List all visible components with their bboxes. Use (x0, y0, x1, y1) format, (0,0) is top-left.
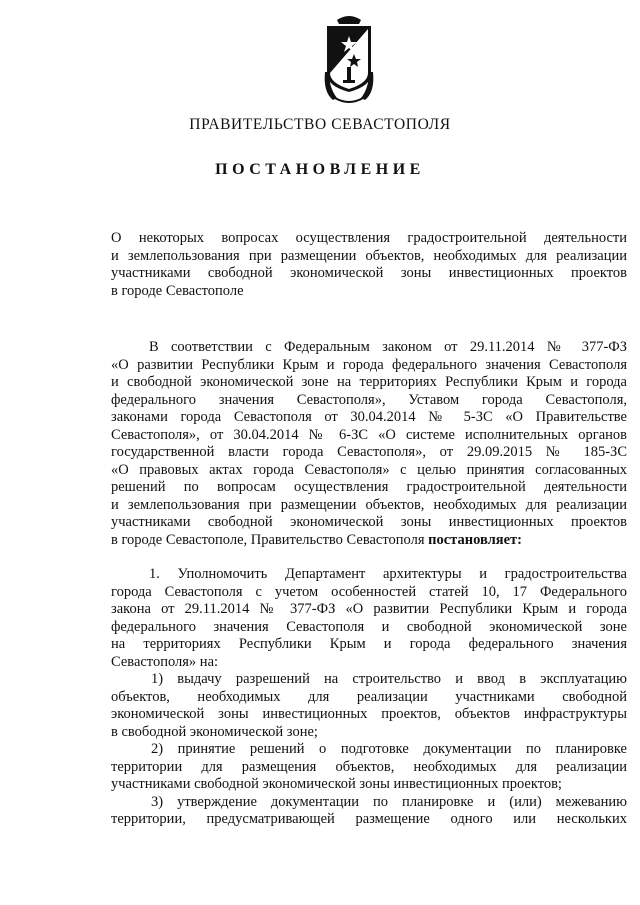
coat-of-arms-icon (323, 12, 375, 106)
clause-line: города Севастополя с учетом особенностей статей 10, 17 Федерального (111, 583, 627, 600)
preamble-line: участниками свободной экономической зоны инвестиционных проектов (111, 514, 627, 530)
preamble-line: федерального значения Севастополя», Уставом города Севастополя, (111, 391, 627, 408)
subclause-line: в свободной экономической зоне; (111, 723, 318, 740)
clause-line: федерального значения Севастополя и свободной экономической зоне (111, 618, 627, 635)
subclause-line: 2) принятие решений о подготовке документации по планировке (151, 741, 627, 757)
preamble-line: и свободной экономической зоне на территориях Республики Крым и города (111, 374, 627, 390)
clause-line: Севастополя» на: (111, 653, 219, 670)
preamble-line: и землепользования при размещении объектов, необходимых для реализации (111, 496, 627, 513)
subject-line: в городе Севастополе (111, 282, 244, 299)
clauses (111, 566, 627, 829)
preamble-line: Севастополя», от 30.04.2014 № 6-ЗС «О системе исполнительных органов (111, 426, 627, 443)
subclause-line: территории, предусматривающей размещение одного или нескольких (111, 811, 627, 827)
subject-line: О некоторых вопросах осуществления градостроительной деятельности (111, 230, 627, 246)
preamble-final-line (111, 532, 627, 550)
operative-verb: постановляет: (428, 531, 522, 548)
clause-line: на территориях Республики Крым и города федерального значения (111, 636, 627, 652)
document-type-heading: ПОСТАНОВЛЕНИЕ (215, 161, 425, 178)
preamble-line: законами города Севастополя от 30.04.2014 № 5-ЗС «О Правительстве (111, 409, 627, 425)
subclause-line: участниками свободной экономической зоны инвестиционных проектов; (111, 776, 562, 792)
subclause-line: экономической зоны инвестиционных проектов, объектов инфраструктуры (111, 706, 627, 722)
preamble-line: В соответствии с Федеральным законом от 29.11.2014 № 377-ФЗ (149, 339, 627, 355)
preamble-last-text: в городе Севастополе, Правительство Севастополя (111, 531, 425, 548)
subclause-line: объектов, необходимых для реализации участниками свободной (111, 688, 627, 705)
clause-line: 1. Уполномочить Департамент архитектуры и градостроительства (149, 566, 627, 582)
subject-line: участниками свободной экономической зоны инвестиционных проектов (111, 265, 627, 281)
subclause-line: 1) выдачу разрешений на строительство и ввод в эксплуатацию (151, 671, 627, 687)
resolution-subject (111, 230, 627, 300)
subclause-line: 3) утверждение документации по планировке и (или) межеванию (151, 793, 627, 810)
subject-line: и землепользования при размещении объектов, необходимых для реализации (111, 247, 627, 264)
subclause-line: территории для размещения объектов, необходимых для реализации (111, 758, 627, 775)
government-title: ПРАВИТЕЛЬСТВО СЕВАСТОПОЛЯ (189, 116, 451, 133)
preamble-line: решений по вопросам осуществления градостроительной деятельности (111, 479, 627, 495)
preamble-paragraph (111, 339, 627, 549)
preamble-line: «О правовых актах города Севастополя» с целью принятия согласованных (111, 461, 627, 478)
clause-line: закона от 29.11.2014 № 377-ФЗ «О развитии Республики Крым и города (111, 601, 627, 617)
preamble-line: государственной власти города Севастополя», от 29.09.2015 № 185-ЗС (111, 444, 627, 460)
preamble-line: «О развитии Республики Крым и города федерального значения Севастополя (111, 356, 627, 373)
